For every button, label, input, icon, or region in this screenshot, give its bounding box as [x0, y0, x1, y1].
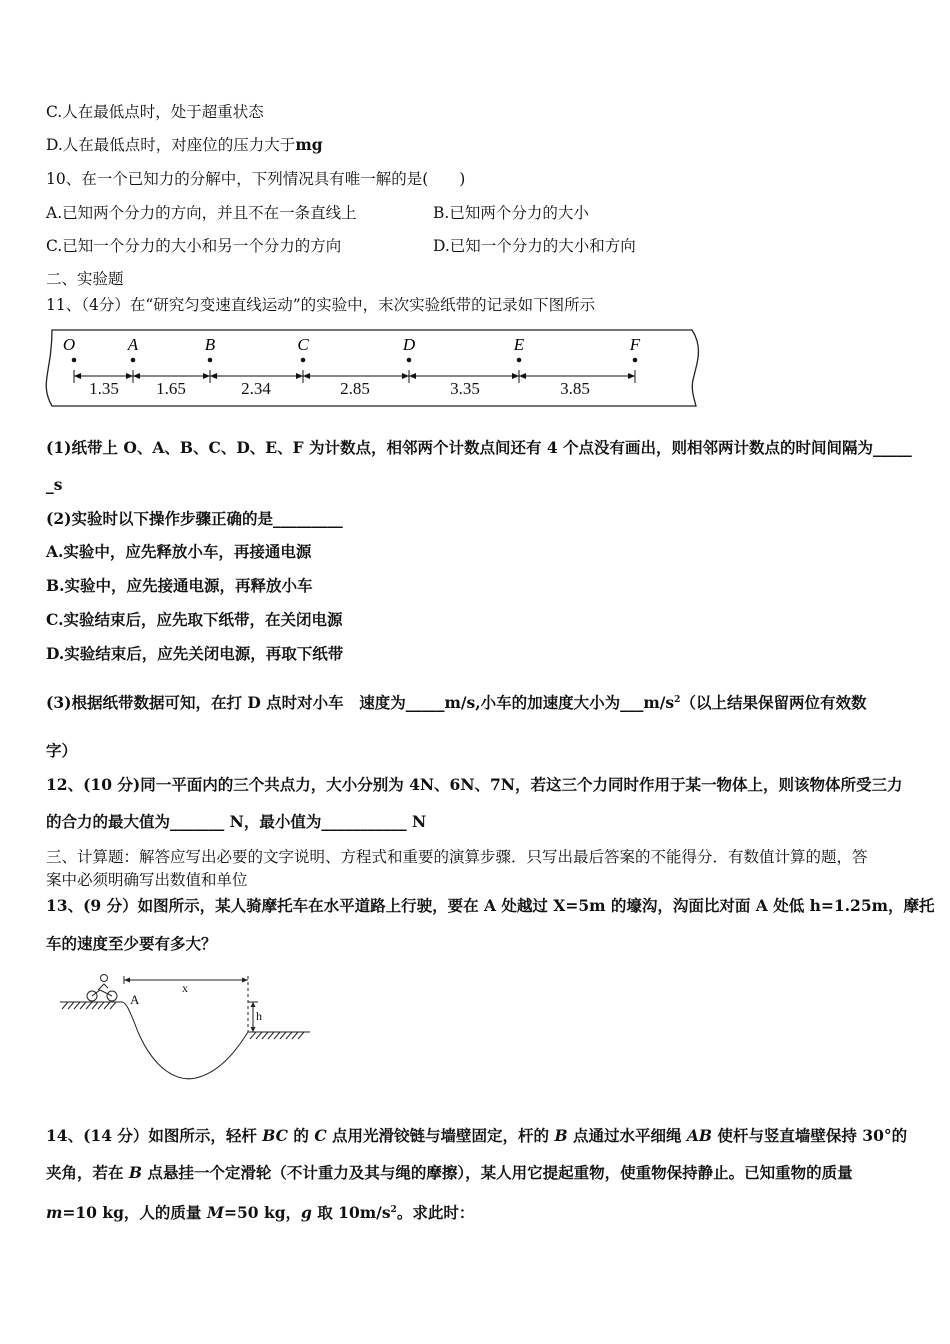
q11-part1-line2: _s [46, 475, 63, 494]
tape-distance-bc: 2.34 [241, 379, 271, 398]
tape-distance-cd: 2.85 [340, 379, 370, 398]
q14-text: 。求此时： [396, 1203, 475, 1222]
q10-options-row1 [46, 203, 906, 223]
fig-label-a: A [130, 992, 140, 1007]
q14-var-b: B [554, 1126, 568, 1145]
q14-text: 点通过水平细绳 [567, 1126, 687, 1145]
ditch-figure [60, 966, 320, 1086]
q10-option-c: C.已知一个分力的大小和另一个分力的方向 [46, 237, 342, 255]
q12-line2: 的合力的最大值为_______ N，最小值为___________ N [46, 812, 427, 831]
tape-point-b [205, 335, 216, 362]
tape-label-o: O [62, 335, 76, 354]
dimension-arrows [124, 978, 256, 1033]
q14-text: 取 10m/s [311, 1203, 391, 1222]
tape-label-f: F [629, 335, 641, 354]
q10-options-row2 [46, 236, 906, 256]
q14-sup: 2 [390, 1205, 397, 1215]
tape-label-a: A [127, 335, 139, 354]
q14-line3 [46, 1200, 474, 1223]
tape-label-e: E [513, 335, 525, 354]
fig-label-h: h [256, 1009, 262, 1023]
q9-option-d-text: D.人在最低点时，对座位的压力大于 [46, 136, 296, 154]
q14-var-c: C [314, 1126, 327, 1145]
q11-part3-line1 [46, 690, 866, 713]
motorcycle-rider-icon [87, 975, 117, 1002]
q14-var-g: g [301, 1203, 312, 1222]
left-ground-hatch [62, 1002, 116, 1009]
tape-point-o [63, 335, 76, 362]
q14-text: 夹角，若在 [46, 1163, 129, 1182]
tape-point-e [513, 335, 525, 362]
paper-tape-figure [44, 326, 706, 410]
q14-text: 14、(14 分）如图所示，轻杆 [46, 1126, 263, 1145]
q14-var-big-m: M [206, 1203, 225, 1222]
tape-point-f [629, 335, 641, 362]
section-3-line1: 三、计算题：解答应写出必要的文字说明、方程式和重要的演算步骤．只写出最后答案的不能得分．有数值计算的题，答 [46, 848, 868, 866]
tape-label-b: B [204, 335, 216, 354]
q14-text: 使杆与竖直墙壁保持 30°的 [712, 1126, 908, 1145]
q11-part3-text-b: （以上结果保留两位有效数 [680, 693, 867, 712]
q11-part3-line2: 字） [46, 741, 78, 760]
tape-points [63, 335, 641, 362]
tape-point-d [402, 335, 416, 362]
q14-var-m: m [46, 1203, 63, 1222]
q14-line1 [46, 1126, 907, 1146]
tape-distance-ab: 1.65 [156, 379, 186, 398]
q14-text: =10 kg，人的质量 [62, 1203, 207, 1222]
q14-text: 点悬挂一个定滑轮（不计重力及其与绳的摩擦），某人用它提起重物，使重物保持静止。已知重物的质量 [142, 1163, 853, 1182]
tape-point-a [127, 335, 139, 362]
q10-option-d: D.已知一个分力的大小和方向 [433, 237, 636, 255]
q11-part2-option-d: D.实验结束后，应先关闭电源，再取下纸带 [46, 644, 344, 663]
right-ground-hatch [250, 1032, 304, 1039]
tape-distance-de: 3.35 [450, 379, 480, 398]
q11-part1-line1: (1)纸带上 O、A、B、C、D、E、F 为计数点，相邻两个计数点间还有 4 个点没有画出，则相邻两计数点的时间间隔为_____ [46, 438, 912, 457]
q11-part2-option-b: B.实验中，应先接通电源，再释放小车 [46, 576, 313, 595]
q10-option-b: B.已知两个分力的大小 [433, 204, 589, 222]
q9-option-d [46, 135, 323, 155]
tape-distance-ef: 3.85 [560, 379, 590, 398]
q13-line1: 13、(9 分）如图所示，某人骑摩托车在水平道路上行驶，要在 A 处越过 X=5m 的壕沟，沟面比对面 A 处低 h=1.25m，摩托 [46, 896, 935, 915]
q14-var-bc: BC [262, 1126, 289, 1145]
tape-label-d: D [402, 335, 416, 354]
q10-option-a: A.已知两个分力的方向，并且不在一条直线上 [46, 204, 357, 222]
q14-var-ab: AB [686, 1126, 712, 1145]
tape-distances [89, 379, 590, 398]
q14-text: 的 [288, 1126, 315, 1145]
q12-line1: 12、(10 分)同一平面内的三个共点力，大小分别为 4N、6N、7N，若这三个力同时作用于某一物体上，则该物体所受三力 [46, 775, 903, 794]
q14-text: =50 kg， [224, 1203, 302, 1222]
q11-part2-option-a: A.实验中，应先释放小车，再接通电源 [46, 542, 312, 561]
q11-stem: 11、（4分）在“研究匀变速直线运动”的实验中，末次实验纸带的记录如下图所示 [46, 296, 596, 314]
ditch-curve [122, 1002, 248, 1079]
q9-option-d-mg: mg [295, 135, 323, 154]
fig-label-x: x [182, 981, 188, 995]
q11-part3-sup: 2 [674, 695, 681, 705]
section-3-line2: 案中必须明确写出数值和单位 [46, 871, 248, 889]
section-2-heading: 二、实验题 [46, 270, 124, 288]
q11-part2-option-c: C.实验结束后，应先取下纸带，在关闭电源 [46, 610, 343, 629]
q14-text: 点用光滑铰链与墙壁固定，杆的 [326, 1126, 555, 1145]
tape-label-c: C [297, 335, 309, 354]
q9-option-c: C.人在最低点时，处于超重状态 [46, 103, 264, 121]
q10-stem: 10、在一个已知力的分解中，下列情况具有唯一解的是( ) [46, 170, 466, 188]
tape-distance-oa: 1.35 [89, 379, 119, 398]
tape-point-c [297, 335, 309, 362]
q13-line2: 车的速度至少要有多大？ [46, 934, 217, 953]
tape-outline [46, 330, 698, 406]
q14-var-b: B [128, 1163, 143, 1182]
q11-part2-stem: (2)实验时以下操作步骤正确的是_________ [46, 509, 343, 528]
q11-part3-text-a: (3)根据纸带数据可知，在打 D 点时对小车 速度为_____m/s,小车的加速度大小为___m/s [46, 693, 675, 712]
q14-line2 [46, 1163, 853, 1183]
